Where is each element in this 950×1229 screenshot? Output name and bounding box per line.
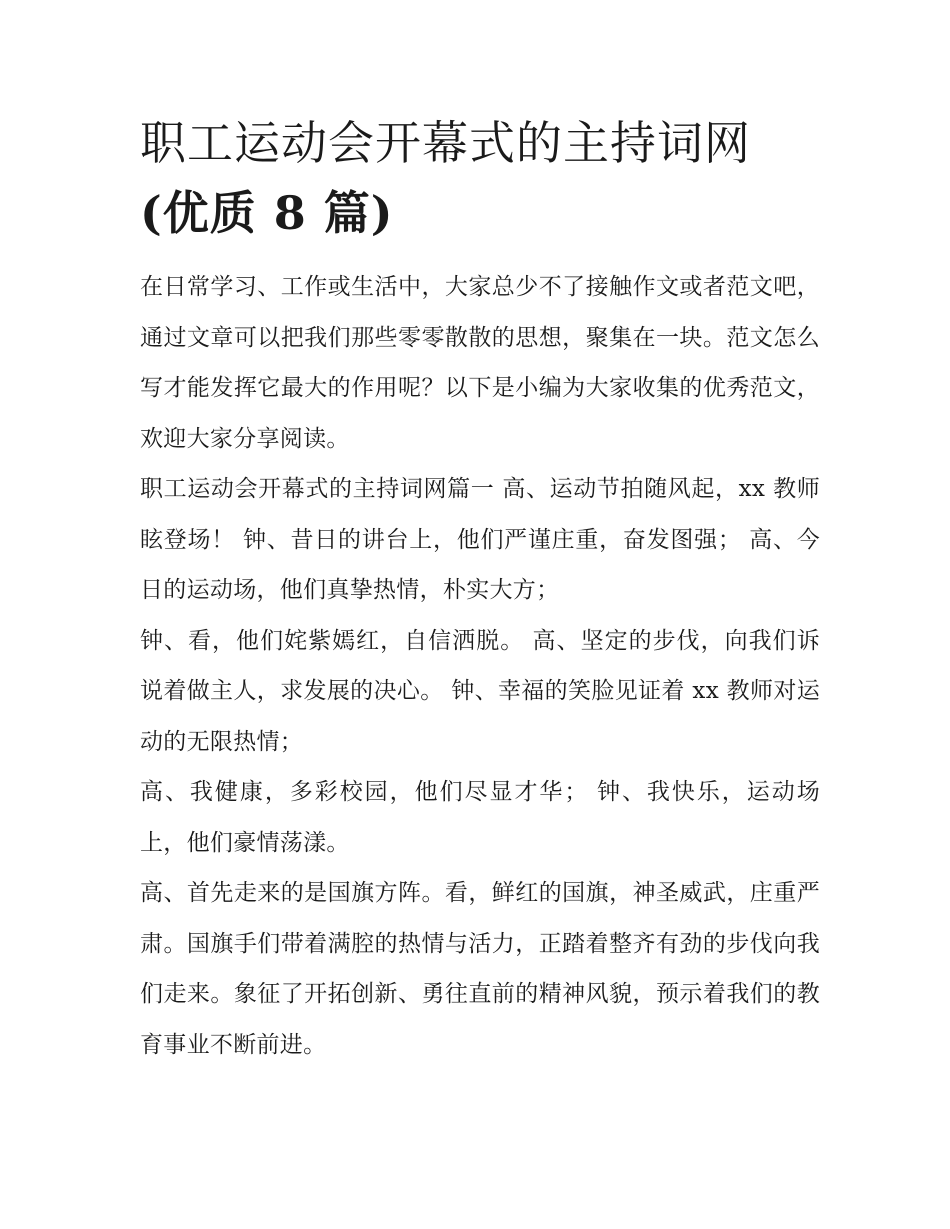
title-line-1: 职工运动会开幕式的主持词网 — [140, 116, 751, 170]
title-line-2: (优质 8 篇) — [140, 186, 394, 240]
intro-paragraph: 在日常学习、工作或生活中，大家总少不了接触作文或者范文吧，通过文章可以把我们那些零零散散的思想，聚集在一块。范文怎么写才能发挥它最大的作用呢？以下是小编为大家收集的优秀范文，欢迎大家分享阅读。 — [140, 274, 820, 452]
body-paragraph-3: 高、我健康，多彩校园，他们尽显才华； 钟、我快乐，运动场上，他们豪情荡漾。 — [140, 779, 820, 856]
document-page — [140, 108, 820, 1070]
document-title — [140, 108, 820, 248]
body-paragraph-2: 钟、看，他们姹紫嫣红，自信洒脱。 高、坚定的步伐，向我们诉说着做主人，求发展的决心。 钟、幸福的笑脸见证着 xx 教师对运动的无限热情； — [140, 627, 820, 755]
body-paragraph-1: 职工运动会开幕式的主持词网篇一 高、运动节拍随风起，xx 教师眩登场！ 钟、昔日的讲台上，他们严谨庄重，奋发图强； 高、今日的运动场，他们真挚热情，朴实大方； — [140, 476, 820, 603]
body-paragraph-4: 高、首先走来的是国旗方阵。看，鲜红的国旗，神圣威武，庄重严肃。国旗手们带着满腔的热情与活力，正踏着整齐有劲的步伐向我们走来。象征了开拓创新、勇往直前的精神风貌，预示着我们的教育事业不断前进。 — [140, 880, 820, 1058]
